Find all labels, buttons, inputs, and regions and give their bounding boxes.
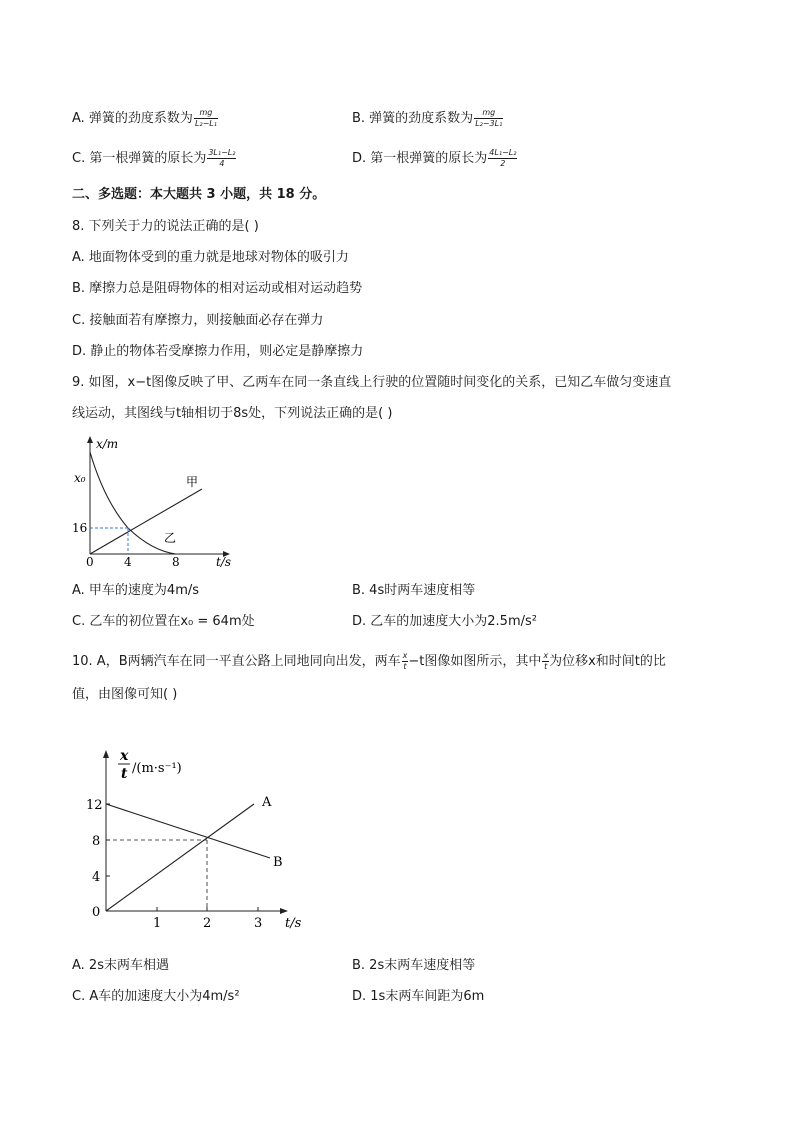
q9-y-axis-arrow (87, 436, 93, 443)
q10-option-a: A. 2s末两车相遇 (72, 958, 169, 973)
q8-stem: 8. 下列关于力的说法正确的是( ) (72, 219, 259, 234)
q9-option-b: B. 4s时两车速度相等 (352, 583, 476, 598)
q7-option-b-fraction: $\frac{mg}{\text{L₂−3L₁}}$ (475, 108, 503, 128)
q7-option-c-label: C. 第一根弹簧的原长为 (72, 151, 207, 166)
q10-y-tick-12: 12 (86, 798, 103, 813)
q9-x-axis-label: t/s (216, 555, 232, 569)
q10-stem-part-c: 为位移x和时间t的比 (549, 654, 666, 669)
q10-x-tick-3: 3 (254, 916, 263, 931)
section-title: 二、多选题：本大题共 3 小题，共 18 分。 (72, 187, 326, 202)
q7-option-b-label: B. 弹簧的劲度系数为 (352, 111, 474, 126)
q10-y-tick-0: 0 (92, 905, 101, 920)
q10-x-axis-arrow (280, 908, 288, 914)
q8-option-d: D. 静止的物体若受摩擦力作用，则必定是静摩擦力 (72, 344, 364, 359)
q10-fraction-1: $\frac{x}{t}$ (402, 651, 408, 671)
q9-stem-line1: 9. 如图，x−t图像反映了甲、乙两车在同一条直线上行驶的位置随时间变化的关系，已知乙车做匀变速直 (72, 375, 672, 390)
q7-option-a-label: A. 弹簧的劲度系数为 (72, 111, 193, 126)
q9-label-jia: 甲 (186, 475, 199, 489)
q9-option-d: D. 乙车的加速度大小为2.5m/s² (352, 614, 537, 629)
q10-fraction-2: $\frac{x}{t}$ (543, 651, 549, 671)
q9-y-tick-16: 16 (72, 521, 88, 535)
q7-option-b (352, 109, 503, 128)
q9-origin: 0 (86, 555, 94, 569)
q10-y-tick-4: 4 (92, 870, 101, 885)
q10-option-d: D. 1s末两车间距为6m (352, 989, 485, 1004)
q7-option-a (72, 109, 218, 128)
q10-option-b: B. 2s末两车速度相等 (352, 958, 476, 973)
q10-y-axis-unit: /(m·s⁻¹) (132, 761, 182, 776)
q9-stem-line2: 线运动，其图线与t轴相切于8s处，下列说法正确的是( ) (72, 406, 393, 421)
q10-x-axis-label: t/s (285, 916, 302, 931)
q7-option-d-fraction: $\frac{\text{4L₁−L₂}}{2}$ (489, 148, 517, 168)
q10-line-a (106, 804, 254, 911)
q10-graph (82, 742, 312, 934)
q10-y-tick-8: 8 (92, 834, 101, 849)
q10-x-tick-2: 2 (203, 916, 212, 931)
q8-option-b: B. 摩擦力总是阻碍物体的相对运动或相对运动趋势 (72, 281, 363, 296)
q9-line-jia (90, 489, 202, 554)
q10-y-axis-den: t (121, 766, 128, 782)
q9-option-c: C. 乙车的初位置在x₀ = 64m处 (72, 614, 255, 629)
q10-y-axis-arrow (103, 750, 109, 758)
q8-option-c: C. 接触面若有摩擦力，则接触面必存在弹力 (72, 313, 324, 328)
q10-option-c: C. A车的加速度大小为4m/s² (72, 989, 240, 1004)
q9-x-tick-4: 4 (124, 555, 132, 569)
q10-stem-part-a: 10. A，B两辆汽车在同一平直公路上同地同向出发，两车 (72, 654, 401, 669)
q10-y-axis-num: x (120, 748, 129, 764)
q7-option-d-label: D. 第一根弹簧的原长为 (352, 151, 488, 166)
q10-x-tick-1: 1 (153, 916, 162, 931)
q9-y-axis-label: x/m (96, 437, 119, 451)
q7-option-d (352, 149, 517, 168)
q10-stem-line1 (72, 652, 666, 671)
q7-option-c (72, 149, 236, 168)
q9-option-a: A. 甲车的速度为4m/s (72, 583, 200, 598)
q7-option-c-fraction: $\frac{\text{3L₁−L₂}}{4}$ (208, 148, 236, 168)
q9-y-tick-x0: x₀ (74, 471, 86, 485)
q9-x-tick-8: 8 (172, 555, 180, 569)
q8-option-a: A. 地面物体受到的重力就是地球对物体的吸引力 (72, 250, 349, 265)
q7-option-a-fraction: $\frac{mg}{\text{L₂−L₁}}$ (194, 108, 217, 128)
q10-label-a: A (262, 795, 272, 810)
q10-stem-line2: 值，由图像可知( ) (72, 687, 178, 702)
q10-stem-part-b: −t图像如图所示，其中 (408, 654, 542, 669)
q9-graph (70, 430, 240, 570)
q10-line-b (106, 804, 270, 858)
q9-label-yi: 乙 (164, 531, 177, 545)
q10-label-b: B (273, 855, 283, 870)
